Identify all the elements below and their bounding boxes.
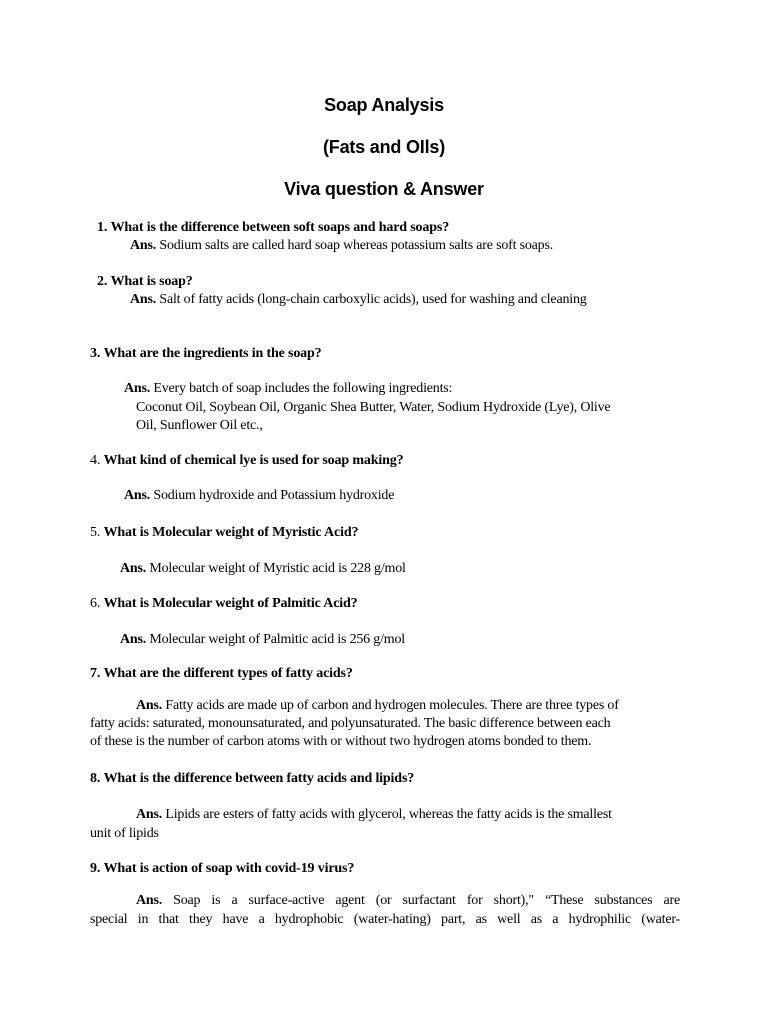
question-2: [97, 273, 193, 291]
answer-text: Sodium hydroxide and Potassium hydroxide: [153, 488, 395, 503]
answer-label: Ans.: [130, 238, 157, 253]
answer-label: Ans.: [120, 561, 147, 576]
question-number: 4.: [90, 453, 101, 468]
answer-text: Molecular weight of Myristic acid is 228 g/mol: [149, 561, 406, 576]
answer-7-line-1: [136, 697, 619, 716]
answer-6: [120, 631, 405, 650]
question-number: 2.: [97, 274, 108, 289]
answer-text: Salt of fatty acids (long-chain carboxylic acids), used for washing and cleaning: [159, 292, 587, 307]
answer-label: Ans.: [124, 488, 151, 503]
question-1: [97, 219, 449, 237]
question-text: What is the difference between soft soaps and hard soaps?: [110, 220, 450, 235]
answer-2: [130, 291, 587, 310]
ingredients-line-2: Oil, Sunflower Oil etc.,: [136, 418, 263, 433]
document-subtitle: (Fats and OIls): [322, 137, 446, 157]
question-text: What are the different types of fatty acids?: [103, 666, 353, 681]
document-title: Soap Analysis: [324, 95, 444, 115]
answer-7-line-3: of these is the number of carbon atoms with or without two hydrogen atoms bonded to them.: [90, 734, 592, 749]
question-text: What are the ingredients in the soap?: [103, 346, 322, 361]
answer-label: Ans.: [130, 292, 157, 307]
question-number: 5.: [90, 525, 101, 540]
question-5: [90, 524, 358, 542]
answer-label: Ans.: [136, 893, 163, 908]
question-9: [90, 860, 354, 878]
answer-3: [124, 380, 452, 399]
answer-5: [120, 560, 406, 579]
question-text: What is action of soap with covid-19 virus?: [103, 861, 355, 876]
question-8: [90, 770, 414, 788]
answer-7-line-2: fatty acids: saturated, monounsaturated, and polyunsaturated. The basic difference between each: [90, 716, 611, 731]
answer-4: [124, 487, 394, 506]
answer-9-line-2: special in that they have a hydrophobic (water-hating) part, as well as a hydrophilic (water-: [90, 912, 680, 927]
question-text: What is Molecular weight of Palmitic Acid?: [103, 596, 358, 611]
document-heading: Viva question & Answer: [284, 179, 484, 199]
answer-label: Ans.: [136, 807, 163, 822]
answer-text: Soap is a surface-active agent (or surfactant for short)," “These substances are: [173, 893, 680, 908]
question-number: 3.: [90, 346, 101, 361]
question-number: 9.: [90, 861, 101, 876]
question-number: 1.: [97, 220, 108, 235]
answer-8-line-2: unit of lipids: [90, 826, 159, 841]
question-3: [90, 345, 322, 363]
question-text: What is the difference between fatty acids and lipids?: [103, 771, 415, 786]
question-text: What kind of chemical lye is used for soap making?: [103, 453, 404, 468]
answer-label: Ans.: [136, 698, 163, 713]
answer-text: Every batch of soap includes the following ingredients:: [153, 381, 453, 396]
answer-text: Fatty acids are made up of carbon and hydrogen molecules. There are three types of: [165, 698, 619, 713]
answer-label: Ans.: [124, 381, 151, 396]
answer-text: Molecular weight of Palmitic acid is 256 g/mol: [149, 632, 405, 647]
ingredients-line-1: Coconut Oil, Soybean Oil, Organic Shea Butter, Water, Sodium Hydroxide (Lye), Olive: [136, 400, 611, 415]
question-6: [90, 595, 358, 613]
question-number: 7.: [90, 666, 101, 681]
answer-text: Sodium salts are called hard soap whereas potassium salts are soft soaps.: [159, 238, 553, 253]
answer-9-line-1: [136, 892, 680, 911]
question-text: What is Molecular weight of Myristic Acid?: [103, 525, 359, 540]
question-number: 8.: [90, 771, 101, 786]
answer-text: Lipids are esters of fatty acids with glycerol, whereas the fatty acids is the smallest: [165, 807, 612, 822]
question-number: 6.: [90, 596, 101, 611]
answer-1: [130, 237, 553, 256]
question-text: What is soap?: [110, 274, 193, 289]
question-7: [90, 665, 353, 683]
question-4: [90, 452, 403, 470]
answer-8-line-1: [136, 806, 612, 825]
answer-label: Ans.: [120, 632, 147, 647]
